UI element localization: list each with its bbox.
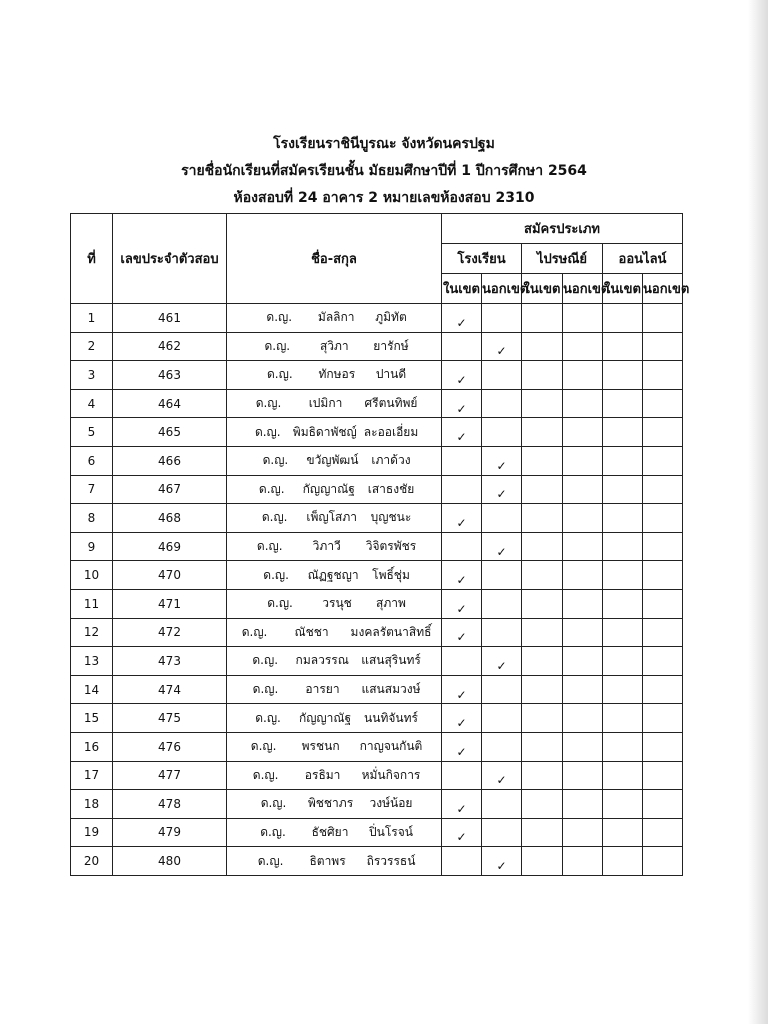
cell-school-in <box>442 647 482 676</box>
header-group-post: ไปรษณีย์ <box>522 244 603 274</box>
row-number: 14 <box>71 675 113 704</box>
student-name <box>227 618 442 647</box>
exam-id: 466 <box>113 446 227 475</box>
header-name: ชื่อ-สกุล <box>227 214 442 304</box>
row-number: 17 <box>71 761 113 790</box>
cell-school-in <box>442 818 482 847</box>
cell-online-out <box>643 361 683 390</box>
cell-online-in <box>603 675 643 704</box>
cell-school-out <box>482 561 522 590</box>
name-prefix: ด.ญ. <box>250 739 277 754</box>
cell-post-in <box>522 704 563 733</box>
name-first: สุวิภา <box>319 338 349 353</box>
row-number: 13 <box>71 647 113 676</box>
cell-school-in <box>442 589 482 618</box>
check-mark-icon: ✓ <box>456 372 467 387</box>
cell-online-in <box>603 418 643 447</box>
cell-post-in <box>522 647 563 676</box>
cell-school-out <box>482 818 522 847</box>
header-school-in: ในเขต <box>442 274 482 304</box>
exam-id: 465 <box>113 418 227 447</box>
name-prefix: ด.ญ. <box>256 539 283 554</box>
cell-post-out <box>563 732 603 761</box>
name-prefix: ด.ญ. <box>258 481 285 496</box>
name-first: พรชนก <box>301 739 340 754</box>
cell-school-in <box>442 532 482 561</box>
applicant-table <box>70 213 690 876</box>
cell-online-out <box>643 389 683 418</box>
cell-online-out <box>643 504 683 533</box>
cell-online-out <box>643 475 683 504</box>
student-name <box>227 732 442 761</box>
cell-online-in <box>603 361 643 390</box>
header-exam-id: เลขประจำตัวสอบ <box>113 214 227 304</box>
check-mark-icon: ✓ <box>456 744 467 759</box>
student-name <box>227 647 442 676</box>
cell-school-out <box>482 704 522 733</box>
student-name <box>227 589 442 618</box>
header-school-out: นอกเขต <box>482 274 522 304</box>
cell-post-out <box>563 304 603 333</box>
cell-school-out <box>482 504 522 533</box>
header-no: ที่ <box>71 214 113 304</box>
cell-post-in <box>522 446 563 475</box>
cell-post-in <box>522 618 563 647</box>
row-number: 6 <box>71 446 113 475</box>
cell-post-in <box>522 504 563 533</box>
exam-id: 476 <box>113 732 227 761</box>
row-number: 9 <box>71 532 113 561</box>
cell-online-out <box>643 847 683 876</box>
cell-online-in <box>603 589 643 618</box>
cell-post-out <box>563 847 603 876</box>
cell-online-out <box>643 618 683 647</box>
cell-post-out <box>563 561 603 590</box>
student-name <box>227 304 442 333</box>
cell-school-in <box>442 361 482 390</box>
name-prefix: ด.ญ. <box>252 653 279 668</box>
cell-post-out <box>563 332 603 361</box>
name-prefix: ด.ญ. <box>266 310 293 325</box>
check-mark-icon: ✓ <box>456 716 467 731</box>
name-prefix: ด.ญ. <box>257 853 284 868</box>
cell-school-out <box>482 675 522 704</box>
cell-school-in <box>442 332 482 361</box>
name-first: ธัชศิยา <box>311 824 349 839</box>
cell-post-out <box>563 389 603 418</box>
cell-school-in <box>442 418 482 447</box>
header-online-in: ในเขต <box>603 274 643 304</box>
student-name <box>227 446 442 475</box>
cell-school-out <box>482 732 522 761</box>
exam-id: 472 <box>113 618 227 647</box>
name-first: ทักษอร <box>318 367 356 382</box>
cell-online-out <box>643 446 683 475</box>
name-first: วรนุช <box>322 596 352 611</box>
cell-post-out <box>563 589 603 618</box>
table-row <box>71 704 683 733</box>
cell-school-in <box>442 446 482 475</box>
check-mark-icon: ✓ <box>456 601 467 616</box>
cell-post-in <box>522 389 563 418</box>
cell-online-in <box>603 790 643 819</box>
cell-post-out <box>563 704 603 733</box>
cell-post-in <box>522 304 563 333</box>
cell-school-in <box>442 475 482 504</box>
header-online-out: นอกเขต <box>643 274 683 304</box>
cell-online-out <box>643 647 683 676</box>
cell-online-in <box>603 446 643 475</box>
page-edge-shadow <box>748 0 768 1024</box>
cell-post-out <box>563 790 603 819</box>
name-prefix: ด.ญ. <box>267 596 293 611</box>
cell-post-out <box>563 418 603 447</box>
student-name <box>227 418 442 447</box>
student-name <box>227 847 442 876</box>
name-first: เพ็ญโสภา <box>306 510 357 525</box>
table-row <box>71 790 683 819</box>
cell-online-in <box>603 304 643 333</box>
cell-online-out <box>643 304 683 333</box>
name-first: อรธิมา <box>304 767 341 782</box>
name-prefix: ด.ญ. <box>252 682 279 697</box>
school-title: โรงเรียนราชินีบูรณะ จังหวัดนครปฐม <box>273 136 495 152</box>
table-row <box>71 361 683 390</box>
table-row <box>71 818 683 847</box>
cell-school-in <box>442 704 482 733</box>
cell-school-in <box>442 732 482 761</box>
applicant-table-body <box>71 304 683 876</box>
name-prefix: ด.ญ. <box>260 824 286 839</box>
cell-online-out <box>643 332 683 361</box>
cell-post-in <box>522 818 563 847</box>
cell-school-in <box>442 790 482 819</box>
name-first: ณัชชา <box>294 624 329 639</box>
row-number: 5 <box>71 418 113 447</box>
check-mark-icon: ✓ <box>496 544 507 559</box>
cell-post-out <box>563 446 603 475</box>
cell-post-in <box>522 475 563 504</box>
name-last: ละออเอี่ยม <box>363 424 419 439</box>
exam-id: 468 <box>113 504 227 533</box>
table-row <box>71 618 683 647</box>
name-last: หมั่นกิจการ <box>361 767 421 782</box>
check-mark-icon: ✓ <box>456 801 467 816</box>
name-first: พิมธิดาพัชญ์ <box>292 424 357 439</box>
name-first: เปมิกา <box>308 396 343 411</box>
row-number: 1 <box>71 304 113 333</box>
student-name <box>227 818 442 847</box>
exam-id: 462 <box>113 332 227 361</box>
name-prefix: ด.ญ. <box>260 796 287 811</box>
name-prefix: ด.ญ. <box>262 453 289 468</box>
cell-school-out <box>482 790 522 819</box>
name-last: เภาด้วง <box>371 453 411 468</box>
exam-id: 478 <box>113 790 227 819</box>
exam-id: 470 <box>113 561 227 590</box>
exam-id: 471 <box>113 589 227 618</box>
cell-post-out <box>563 761 603 790</box>
name-first: ธิตาพร <box>309 853 346 868</box>
cell-online-in <box>603 818 643 847</box>
cell-post-in <box>522 361 563 390</box>
table-row <box>71 647 683 676</box>
check-mark-icon: ✓ <box>456 830 467 845</box>
student-name <box>227 761 442 790</box>
exam-id: 477 <box>113 761 227 790</box>
table-row <box>71 304 683 333</box>
exam-id: 469 <box>113 532 227 561</box>
name-last: นนทิจันทร์ <box>364 710 418 725</box>
name-first: กมลวรรณ <box>295 653 349 668</box>
student-name <box>227 532 442 561</box>
cell-online-in <box>603 847 643 876</box>
cell-online-in <box>603 618 643 647</box>
name-first: อารยา <box>305 682 340 697</box>
name-last: ถิรวรรธน์ <box>366 853 416 868</box>
cell-online-out <box>643 704 683 733</box>
cell-online-in <box>603 647 643 676</box>
cell-post-in <box>522 418 563 447</box>
header-post-in: ในเขต <box>522 274 563 304</box>
row-number: 3 <box>71 361 113 390</box>
cell-post-out <box>563 504 603 533</box>
cell-school-in <box>442 389 482 418</box>
header-post-out: นอกเขต <box>563 274 603 304</box>
row-number: 16 <box>71 732 113 761</box>
name-last: ปิ่นโรจน์ <box>369 824 413 839</box>
exam-id: 463 <box>113 361 227 390</box>
name-prefix: ด.ญ. <box>252 767 279 782</box>
cell-school-out <box>482 589 522 618</box>
cell-post-out <box>563 361 603 390</box>
name-last: กาญจนกันติ <box>359 739 423 754</box>
exam-id: 461 <box>113 304 227 333</box>
cell-school-in <box>442 761 482 790</box>
table-row <box>71 504 683 533</box>
student-name <box>227 704 442 733</box>
cell-post-out <box>563 675 603 704</box>
check-mark-icon: ✓ <box>456 573 467 588</box>
cell-school-out <box>482 618 522 647</box>
check-mark-icon: ✓ <box>456 430 467 445</box>
cell-post-in <box>522 790 563 819</box>
exam-id: 474 <box>113 675 227 704</box>
row-number: 18 <box>71 790 113 819</box>
check-mark-icon: ✓ <box>456 315 467 330</box>
name-last: ภูมิทัต <box>375 310 407 325</box>
cell-school-out <box>482 361 522 390</box>
cell-school-out <box>482 532 522 561</box>
cell-online-in <box>603 761 643 790</box>
table-row <box>71 418 683 447</box>
table-row <box>71 532 683 561</box>
check-mark-icon: ✓ <box>456 630 467 645</box>
exam-id: 464 <box>113 389 227 418</box>
table-row <box>71 675 683 704</box>
cell-online-out <box>643 675 683 704</box>
name-first: ณัฏฐชญา <box>307 567 359 582</box>
cell-online-in <box>603 389 643 418</box>
cell-online-in <box>603 532 643 561</box>
table-row <box>71 332 683 361</box>
exam-id: 480 <box>113 847 227 876</box>
table-row <box>71 732 683 761</box>
cell-post-in <box>522 332 563 361</box>
name-first: กัญญาณัฐ <box>302 481 355 496</box>
cell-post-out <box>563 532 603 561</box>
name-first: วิภาวี <box>312 539 341 554</box>
cell-post-out <box>563 475 603 504</box>
cell-online-in <box>603 704 643 733</box>
header-group-online: ออนไลน์ <box>603 244 683 274</box>
table-row <box>71 589 683 618</box>
cell-online-in <box>603 504 643 533</box>
cell-school-out <box>482 389 522 418</box>
student-name <box>227 561 442 590</box>
name-prefix: ด.ญ. <box>266 367 293 382</box>
table-row <box>71 446 683 475</box>
cell-online-out <box>643 761 683 790</box>
check-mark-icon: ✓ <box>456 515 467 530</box>
student-name <box>227 790 442 819</box>
cell-online-out <box>643 561 683 590</box>
cell-online-in <box>603 332 643 361</box>
table-row <box>71 475 683 504</box>
exam-id: 473 <box>113 647 227 676</box>
cell-post-out <box>563 618 603 647</box>
row-number: 8 <box>71 504 113 533</box>
cell-post-out <box>563 647 603 676</box>
table-row <box>71 847 683 876</box>
name-last: ปานดี <box>375 367 407 382</box>
cell-post-in <box>522 589 563 618</box>
name-prefix: ด.ญ. <box>255 396 282 411</box>
cell-school-in <box>442 618 482 647</box>
name-first: มัลลิกา <box>317 310 355 325</box>
check-mark-icon: ✓ <box>456 401 467 416</box>
student-name <box>227 332 442 361</box>
cell-post-in <box>522 761 563 790</box>
name-last: ยารักษ์ <box>373 338 409 353</box>
cell-school-out <box>482 332 522 361</box>
table-row <box>71 561 683 590</box>
cell-school-in <box>442 304 482 333</box>
name-last: ศรีตนทิพย์ <box>364 396 418 411</box>
cell-online-in <box>603 561 643 590</box>
name-last: โพธิ์ชุ่ม <box>372 567 410 582</box>
cell-school-in <box>442 675 482 704</box>
check-mark-icon: ✓ <box>456 687 467 702</box>
exam-id: 467 <box>113 475 227 504</box>
cell-online-out <box>643 790 683 819</box>
student-name <box>227 504 442 533</box>
name-first: ขวัญพัฒน์ <box>306 453 359 468</box>
row-number: 12 <box>71 618 113 647</box>
table-row <box>71 389 683 418</box>
name-prefix: ด.ญ. <box>254 424 281 439</box>
name-prefix: ด.ญ. <box>263 567 289 582</box>
cell-online-out <box>643 818 683 847</box>
exam-id: 479 <box>113 818 227 847</box>
student-name <box>227 675 442 704</box>
student-name <box>227 389 442 418</box>
name-last: เสาธงชัย <box>367 481 415 496</box>
row-number: 15 <box>71 704 113 733</box>
row-number: 11 <box>71 589 113 618</box>
check-mark-icon: ✓ <box>496 458 507 473</box>
name-prefix: ด.ญ. <box>261 510 288 525</box>
name-first: กัญญาณัฐ <box>298 710 352 725</box>
name-prefix: ด.ญ. <box>255 710 281 725</box>
cell-online-out <box>643 532 683 561</box>
cell-school-out <box>482 647 522 676</box>
cell-school-in <box>442 504 482 533</box>
cell-school-in <box>442 847 482 876</box>
check-mark-icon: ✓ <box>496 658 507 673</box>
cell-school-out <box>482 446 522 475</box>
row-number: 4 <box>71 389 113 418</box>
cell-post-in <box>522 561 563 590</box>
exam-room-title: ห้องสอบที่ 24 อาคาร 2 หมายเลขห้องสอบ 2310 <box>233 190 535 206</box>
row-number: 7 <box>71 475 113 504</box>
check-mark-icon: ✓ <box>496 344 507 359</box>
cell-post-in <box>522 847 563 876</box>
name-last: วงษ์น้อย <box>369 796 413 811</box>
exam-id: 475 <box>113 704 227 733</box>
student-name <box>227 361 442 390</box>
document-subtitle: รายชื่อนักเรียนที่สมัครเรียนชั้น มัธยมศึกษาปีที่ 1 ปีการศึกษา 2564 <box>181 163 587 179</box>
check-mark-icon: ✓ <box>496 487 507 502</box>
cell-post-out <box>563 818 603 847</box>
cell-school-out <box>482 418 522 447</box>
check-mark-icon: ✓ <box>496 859 507 874</box>
cell-post-in <box>522 732 563 761</box>
cell-online-out <box>643 418 683 447</box>
row-number: 10 <box>71 561 113 590</box>
cell-school-out <box>482 847 522 876</box>
cell-school-out <box>482 304 522 333</box>
cell-online-out <box>643 732 683 761</box>
cell-online-out <box>643 589 683 618</box>
name-prefix: ด.ญ. <box>241 624 268 639</box>
name-last: บุญชนะ <box>370 510 412 525</box>
check-mark-icon: ✓ <box>496 773 507 788</box>
name-prefix: ด.ญ. <box>264 338 291 353</box>
header-apply-type: สมัครประเภท <box>442 214 683 244</box>
name-last: แสนสุรินทร์ <box>361 653 421 668</box>
student-name <box>227 475 442 504</box>
name-last: สุภาพ <box>376 596 406 611</box>
name-first: พิชชาภร <box>307 796 354 811</box>
name-last: วิจิตรพัชร <box>365 539 417 554</box>
row-number: 19 <box>71 818 113 847</box>
table-row <box>71 761 683 790</box>
cell-school-out <box>482 761 522 790</box>
cell-post-in <box>522 675 563 704</box>
row-number: 2 <box>71 332 113 361</box>
row-number: 20 <box>71 847 113 876</box>
cell-school-in <box>442 561 482 590</box>
cell-online-in <box>603 732 643 761</box>
cell-post-in <box>522 532 563 561</box>
name-last: แสนสมวงษ์ <box>361 682 421 697</box>
name-last: มงคลรัตนาสิทธิ์ <box>350 624 432 639</box>
cell-online-in <box>603 475 643 504</box>
cell-school-out <box>482 475 522 504</box>
header-group-school: โรงเรียน <box>442 244 522 274</box>
